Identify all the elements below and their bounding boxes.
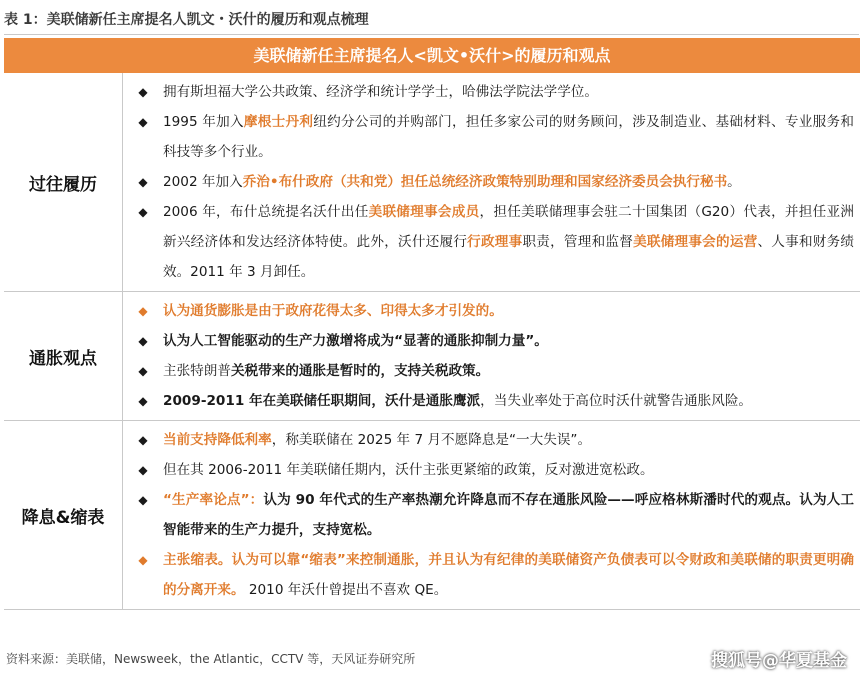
list-item <box>123 485 854 545</box>
plain-text: ，担任美联储理事会驻二十国集团（G20）代表，并担任亚洲新兴经济体和发达经济体特使。此外，沃什还履行 <box>163 204 854 250</box>
highlight-text: 乔治•布什政府（共和党）担任总统经济政策特别助理和国家经济委员会执行秘书 <box>242 174 728 190</box>
item-text <box>163 296 854 326</box>
table-section <box>4 291 860 420</box>
plain-text: ，称美联储在 2025 年 7 月不愿降息是“一大失误”。 <box>271 432 592 448</box>
table-section <box>4 73 860 291</box>
diamond-bullet-icon: ◆ <box>138 205 148 219</box>
item-text <box>163 455 854 485</box>
diamond-bullet-icon: ◆ <box>138 433 148 447</box>
list-item <box>123 356 854 386</box>
highlight-text: 美联储理事会的运营 <box>633 234 758 250</box>
item-text <box>163 197 854 287</box>
list-item <box>123 425 854 455</box>
plain-text: 拥有斯坦福大学公共政策、经济学和统计学学士，哈佛法学院法学学位。 <box>163 84 598 100</box>
diamond-bullet-icon: ◆ <box>138 364 148 378</box>
list-item <box>123 545 854 605</box>
plain-text: 1995 年加入 <box>163 114 244 130</box>
item-text <box>163 425 854 455</box>
section-items <box>123 292 860 420</box>
item-text <box>163 77 854 107</box>
plain-text: 但在其 2006-2011 年美联储任期内，沃什主张更紧缩的政策，反对激进宽松政。 <box>163 462 654 478</box>
diamond-bullet-icon: ◆ <box>138 85 148 99</box>
list-item <box>123 326 854 356</box>
highlight-text: 当前支持降低利率 <box>163 432 272 448</box>
highlight-text: 认为通货膨胀是由于政府花得太多、印得太多才引发的。 <box>163 303 503 319</box>
section-items <box>123 421 860 609</box>
list-item <box>123 296 854 326</box>
source-note: 资料来源：美联储，Newsweek，the Atlantic，CCTV 等，天风证券研究所 <box>6 652 416 666</box>
diamond-bullet-icon: ◆ <box>138 394 148 408</box>
bold-text: 2009-2011 年在美联储任职期间，沃什是通胀鹰派 <box>163 393 481 409</box>
item-text <box>163 545 854 605</box>
list-item <box>123 455 854 485</box>
highlight-text: 行政理事 <box>467 234 523 250</box>
diamond-bullet-icon: ◆ <box>138 115 148 129</box>
section-items <box>123 73 860 291</box>
plain-text: 、人事和财务绩效。2011 年 3 月卸任。 <box>163 234 855 280</box>
list-item <box>123 167 854 197</box>
section-title: 降息&缩表 <box>4 421 123 609</box>
profile-table <box>4 38 860 610</box>
plain-text: 2002 年加入 <box>163 174 243 190</box>
item-text <box>163 386 854 416</box>
diamond-bullet-icon: ◆ <box>138 463 148 477</box>
diamond-bullet-icon: ◆ <box>138 175 148 189</box>
bold-text: 认为人工智能驱动的生产力激增将成为“显著的通胀抑制力量”。 <box>163 333 548 349</box>
diamond-bullet-icon: ◆ <box>138 304 148 318</box>
item-text <box>163 356 854 386</box>
diamond-bullet-icon: ◆ <box>138 334 148 348</box>
list-item <box>123 386 854 416</box>
plain-text: 纽约分公司的并购部门，担任多家公司的财务顾问，涉及制造业、基础材料、专业服务和科技等多个行业。 <box>163 114 855 160</box>
highlight-text: 主张缩表。认为可以靠“缩表”来控制通胀，并且认为有纪律的美联储资产负债表可以令财政和美联储的职责更明确的分离开来。 <box>163 552 854 598</box>
list-item <box>123 197 854 287</box>
item-text <box>163 167 854 197</box>
table-header: 美联储新任主席提名人<凯文•沃什>的履历和观点 <box>4 38 860 73</box>
plain-text: 主张特朗普 <box>163 363 231 379</box>
bold-text: 认为 90 年代式的生产率热潮允许降息而不存在通胀风险——呼应格林斯潘时代的观点。认为人工智能带来的生产力提升，支持宽松。 <box>163 492 854 538</box>
highlight-text: 摩根士丹利 <box>243 114 314 130</box>
section-title: 过往履历 <box>4 73 123 291</box>
table-caption: 表 1：美联储新任主席提名人凯文・沃什的履历和观点梳理 <box>4 6 859 35</box>
diamond-bullet-icon: ◆ <box>138 553 148 567</box>
list-item <box>123 107 854 167</box>
diamond-bullet-icon: ◆ <box>138 493 148 507</box>
highlight-text: “生产率论点”： <box>163 492 264 508</box>
item-text <box>163 107 854 167</box>
plain-text: 。 <box>727 174 741 190</box>
plain-text: 2006 年，布什总统提名沃什出任 <box>163 204 369 220</box>
section-title: 通胀观点 <box>4 292 123 420</box>
table-body <box>4 73 860 609</box>
list-item <box>123 77 854 107</box>
highlight-text: 美联储理事会成员 <box>368 204 480 220</box>
plain-text: 职责，管理和监督 <box>522 234 634 250</box>
watermark: 搜狐号@华夏基金 <box>711 651 847 671</box>
table-section <box>4 420 860 609</box>
item-text <box>163 326 854 356</box>
plain-text: ，当失业率处于高位时沃什就警告通胀风险。 <box>480 393 753 409</box>
plain-text: 2010 年沃什曾提出不喜欢 QE。 <box>244 582 448 598</box>
item-text <box>163 485 854 545</box>
bold-text: 关税带来的通胀是暂时的，支持关税政策。 <box>230 363 490 379</box>
